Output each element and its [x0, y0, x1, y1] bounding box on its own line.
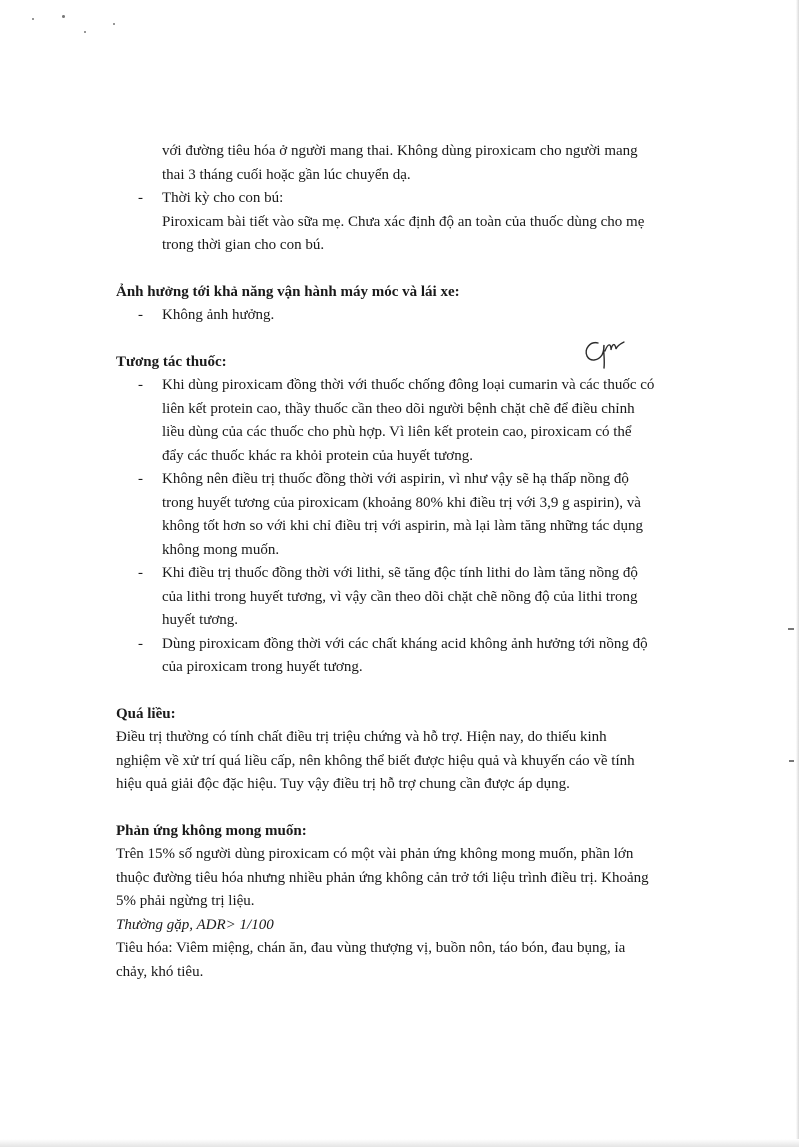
text-line: của lithi trong huyết tương, vì vậy cần theo dõi chặt chẽ nồng độ của lithi trong [162, 588, 638, 605]
interaction-item [116, 633, 681, 680]
text-line: không mong muốn. [162, 541, 280, 558]
text-line: Tiêu hóa: Viêm miệng, chán ăn, đau vùng thượng vị, buồn nôn, táo bón, đau bụng, ỉa [116, 940, 626, 956]
overdose-heading: Quá liều: [116, 705, 176, 722]
text-line: thuộc đường tiêu hóa nhưng nhiều phản ứng không cản trở tới liệu trình điều trị. Khoảng [116, 869, 649, 886]
text-line: liên kết protein cao, thầy thuốc cần theo dõi người bệnh chặt chẽ để điều chỉnh [162, 400, 635, 417]
interaction-item [116, 374, 681, 468]
scan-bottom-shadow [0, 1139, 799, 1147]
scan-speck [62, 15, 65, 18]
adverse-heading: Phản ứng không mong muốn: [116, 822, 307, 839]
text-line: hiệu quả giải độc đặc hiệu. Tuy vậy điều trị hỗ trợ chung cần được áp dụng. [116, 776, 570, 792]
driving-heading: Ảnh hưởng tới khả năng vận hành máy móc và lái xe: [116, 283, 460, 300]
text-line: chảy, khó tiêu. [116, 963, 204, 980]
interactions-heading: Tương tác thuốc: [116, 353, 227, 370]
text-line: Khi dùng piroxicam đồng thời với thuốc chống đông loại cumarin và các thuốc có [162, 377, 655, 393]
scan-speck [113, 23, 115, 25]
text-line: 5% phải ngừng trị liệu. [116, 893, 255, 909]
text-line: trong huyết tương của piroxicam (khoảng 80% khi điều trị với 3,9 g aspirin), và [162, 494, 641, 511]
common-frequency-label: Thường gặp, ADR> 1/100 [116, 916, 274, 933]
text-line: nghiệm về xử trí quá liều cấp, nên không thể biết được hiệu quả và khuyến cáo về tính [116, 752, 635, 769]
interaction-item [116, 468, 681, 562]
bullet-dash: - [138, 307, 143, 323]
text-line: Khi điều trị thuốc đồng thời với lithi, sẽ tăng độc tính lithi do làm tăng nồng độ [162, 565, 638, 581]
lactation-title: Thời kỳ cho con bú: [162, 190, 284, 206]
interaction-item [116, 562, 681, 633]
bullet-dash: - [138, 565, 143, 581]
bullet-dash: - [138, 190, 143, 206]
scan-speck [789, 760, 794, 762]
lactation-bullet [116, 187, 681, 258]
scan-speck [32, 18, 34, 20]
text-line: Không ảnh hưởng. [162, 307, 275, 323]
scan-speck [84, 31, 86, 33]
scan-speck [788, 628, 794, 630]
text-line: huyết tương. [162, 612, 239, 628]
bullet-dash: - [138, 377, 143, 393]
text-line: Không nên điều trị thuốc đồng thời với aspirin, vì như vậy sẽ hạ thấp nồng độ [162, 471, 629, 487]
text-line: Điều trị thường có tính chất điều trị triệu chứng và hỗ trợ. Hiện nay, do thiếu kinh [116, 729, 607, 745]
text-line: Piroxicam bài tiết vào sữa mẹ. Chưa xác định độ an toàn của thuốc dùng cho mẹ [162, 213, 645, 230]
text-line: trong thời gian cho con bú. [162, 237, 325, 253]
digestive-text [116, 937, 681, 984]
text-line: với đường tiêu hóa ở người mang thai. Không dùng piroxicam cho người mang [162, 143, 638, 159]
overdose-text [116, 726, 681, 797]
text-line: của piroxicam trong huyết tương. [162, 659, 363, 675]
text-line: liều dùng của các thuốc cho phù hợp. Vì liên kết protein cao, piroxicam có thể [162, 424, 632, 440]
text-line: thai 3 tháng cuối hoặc gần lúc chuyển dạ. [162, 166, 411, 183]
text-line: Trên 15% số người dùng piroxicam có một vài phản ứng không mong muốn, phần lớn [116, 846, 634, 862]
document-body [116, 140, 681, 984]
pregnancy-text [116, 140, 681, 187]
bullet-dash: - [138, 471, 143, 487]
adverse-text [116, 843, 681, 914]
text-line: không tốt hơn so với khi chỉ điều trị với aspirin, mà lại làm tăng những tác dụng [162, 518, 644, 534]
bullet-dash: - [138, 635, 143, 652]
driving-bullet [116, 304, 681, 328]
text-line: Dùng piroxicam đồng thời với các chất kháng acid không ảnh hưởng tới nồng độ [162, 635, 648, 652]
text-line: đẩy các thuốc khác ra khỏi protein của huyết tương. [162, 447, 473, 464]
